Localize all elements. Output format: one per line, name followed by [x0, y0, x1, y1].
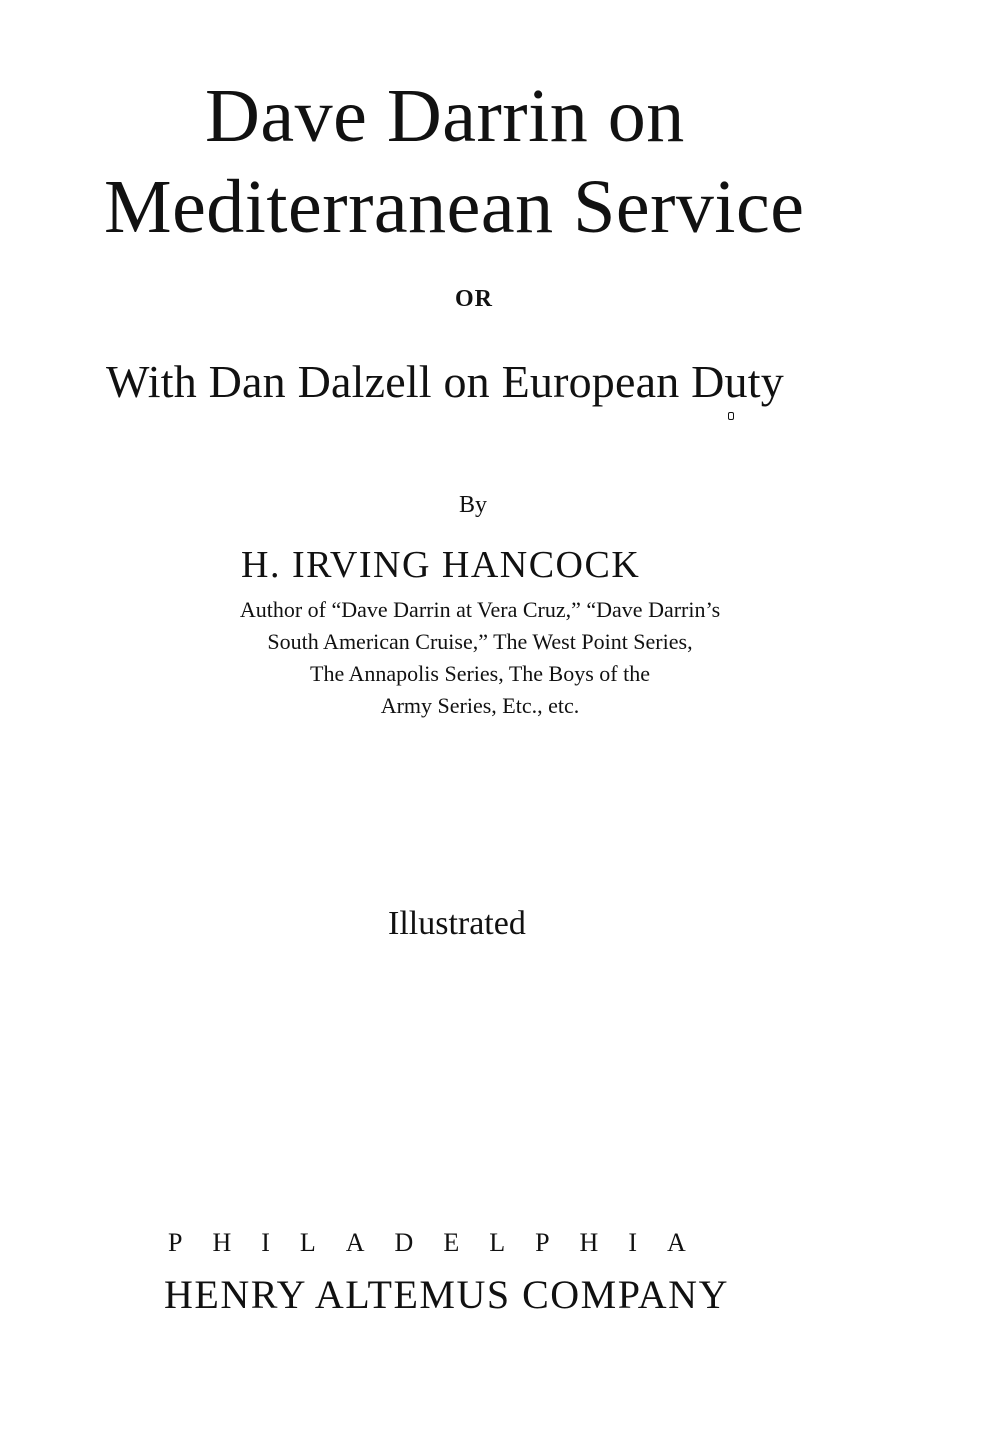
book-subtitle: With Dan Dalzell on European Duty — [106, 356, 784, 407]
publisher-name: HENRY ALTEMUS COMPANY — [164, 1272, 729, 1317]
book-title-line-2: Mediterranean Service — [104, 165, 805, 249]
by-label: By — [459, 492, 488, 518]
credits-line: South American Cruise,” The West Point Series, — [267, 629, 693, 654]
illustrated-label: Illustrated — [388, 905, 526, 942]
author-name: H. IRVING HANCOCK — [241, 544, 641, 586]
book-title-line-1: Dave Darrin on — [205, 74, 685, 158]
credits-line: Army Series, Etc., etc. — [380, 693, 580, 718]
credits-line: The Annapolis Series, The Boys of the — [310, 661, 650, 686]
or-separator: OR — [455, 286, 493, 312]
publisher-city: PHILADELPHIA — [168, 1228, 716, 1257]
author-credits — [100, 594, 860, 722]
credits-line: Author of “Dave Darrin at Vera Cruz,” “Dave Darrin’s — [239, 597, 721, 622]
print-speck — [728, 412, 734, 420]
